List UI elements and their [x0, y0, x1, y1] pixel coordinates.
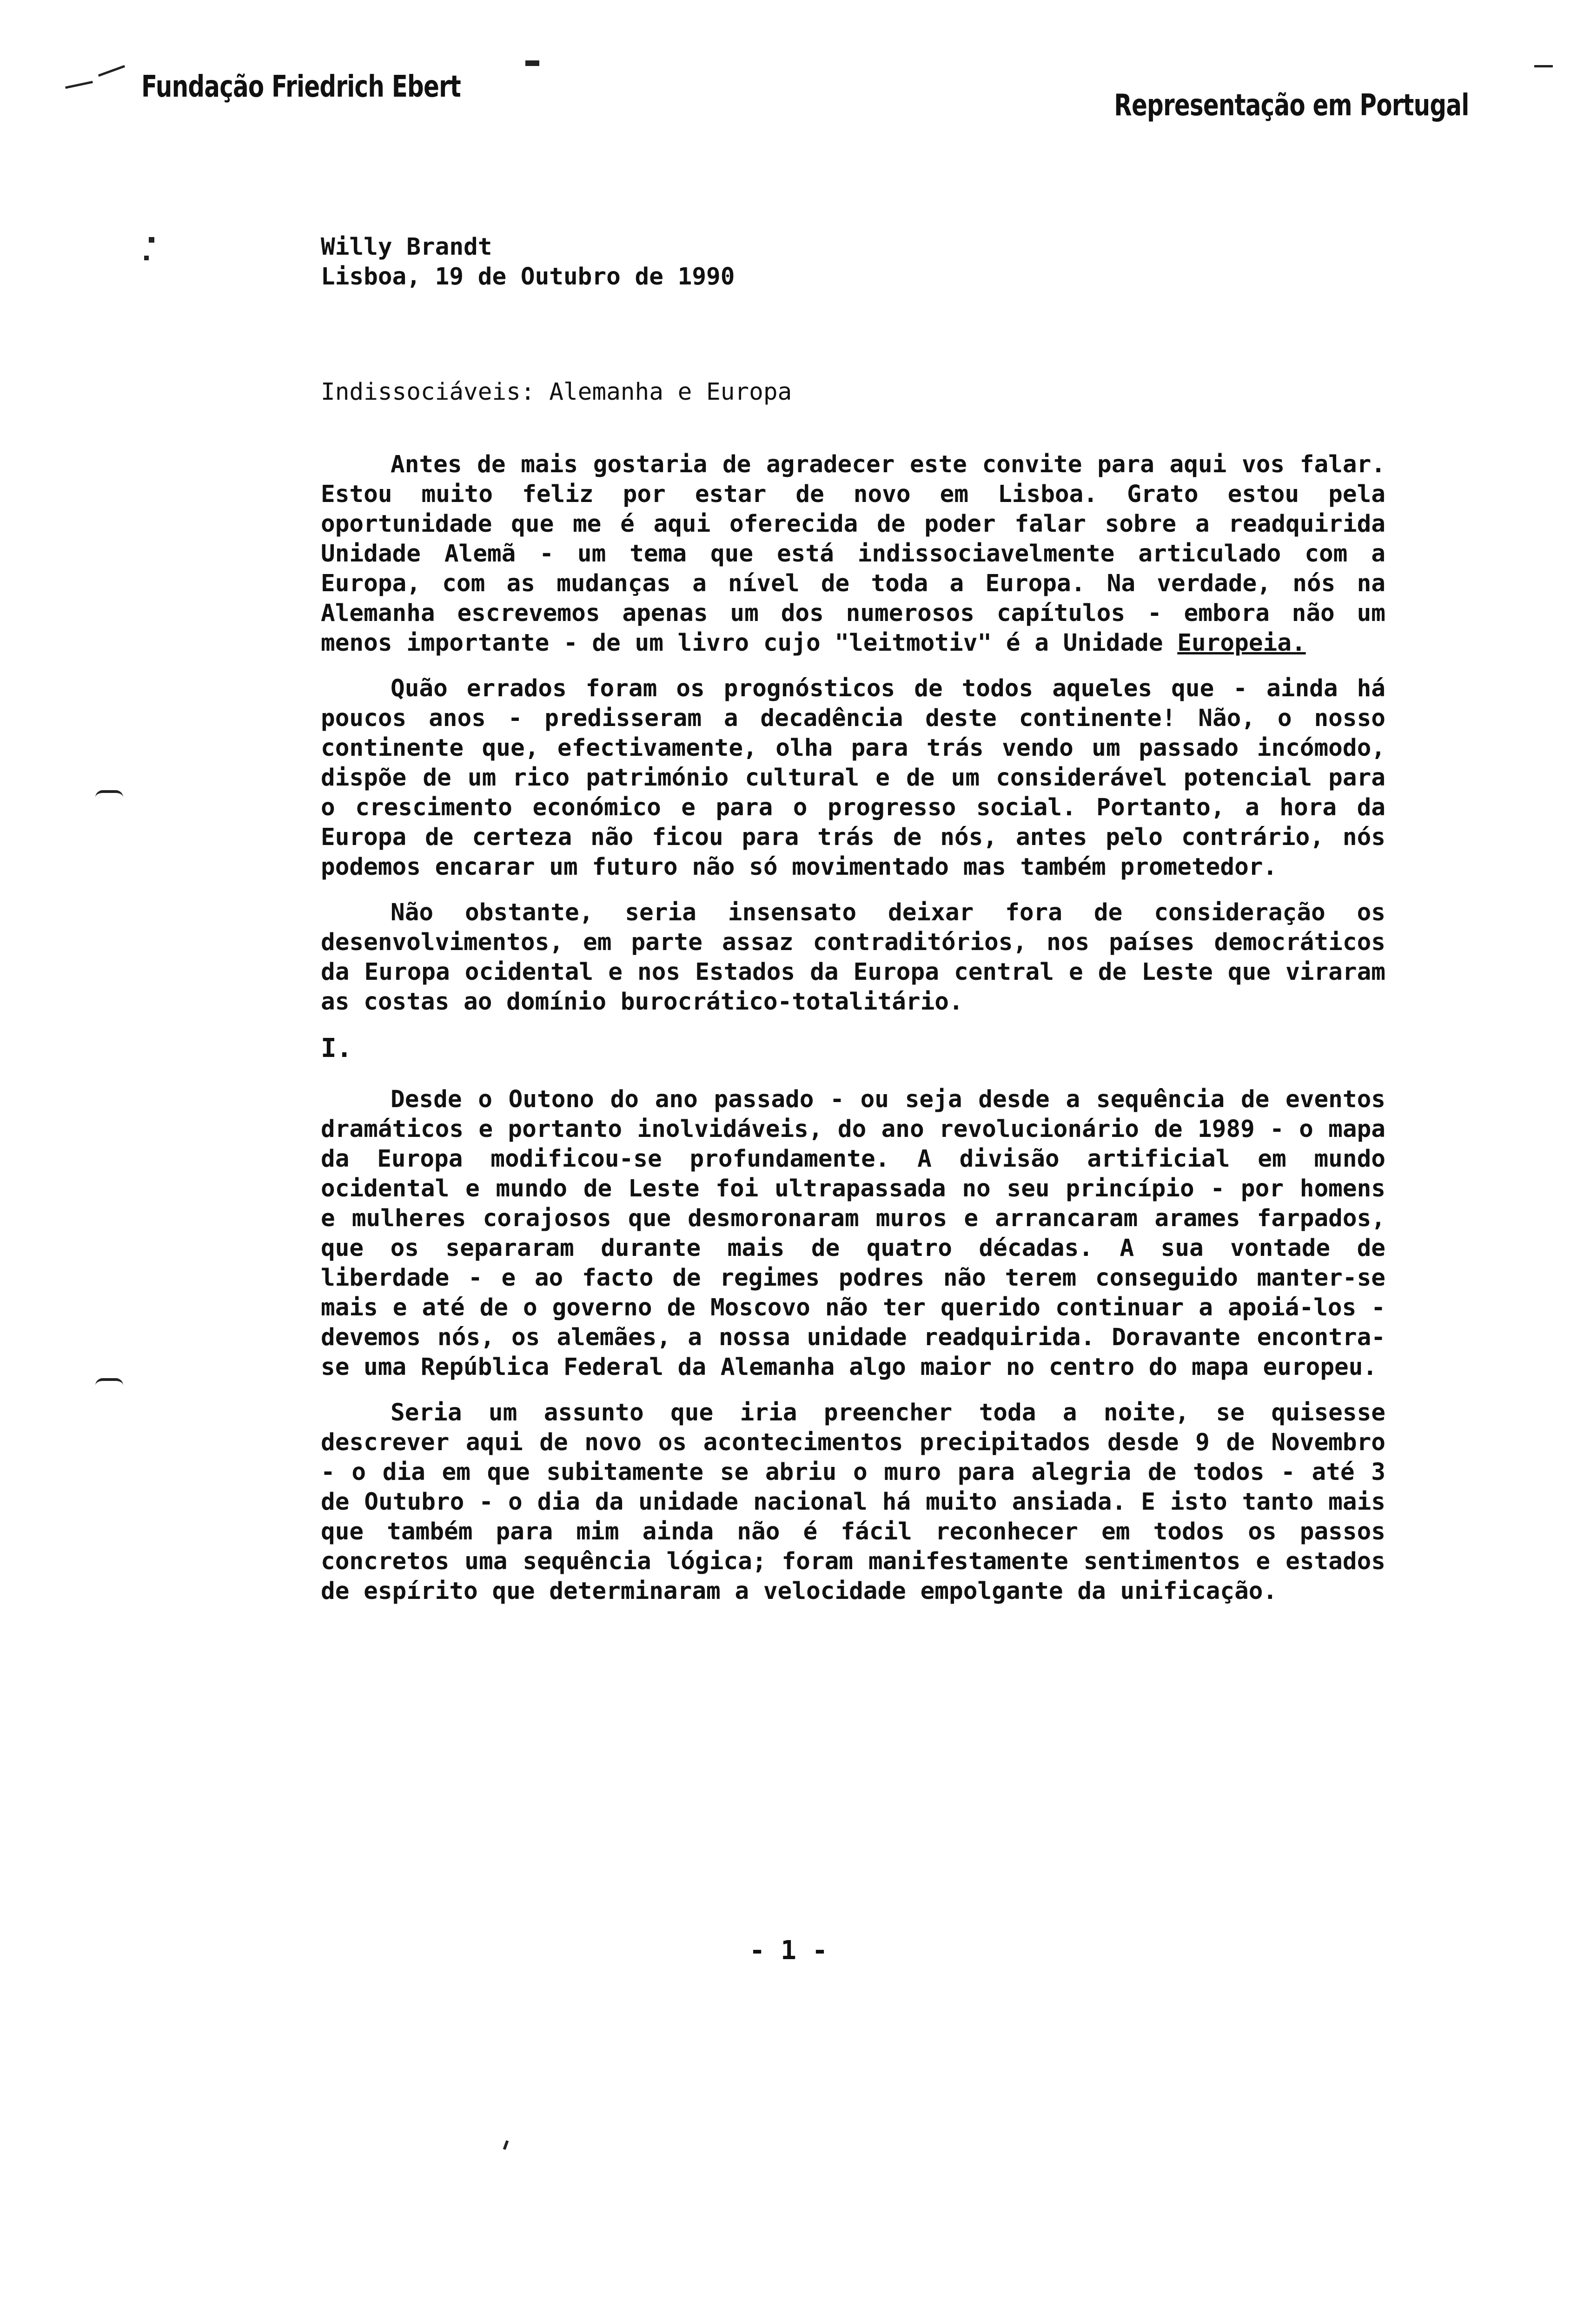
- scan-mark: [95, 1378, 123, 1386]
- scan-mark: [503, 2140, 509, 2150]
- place-date: Lisboa, 19 de Outubro de 1990: [321, 263, 735, 290]
- paragraph-text: Antes de mais gostaria de agradecer este convite para aqui vos falar. Estou muito feliz por estar de novo em Lisboa. Grato estou pela oportunidade que me é aqui oferecida de poder falar sobre a readquirida Unidade Alemã - um tema que está indissociavelmente articulado com a Europa, com as mudanças a nível de toda a Europa. Na verdade, nós na Alemanha escrevemos apenas um dos numerosos capítulos - embora não um menos importante - de um livro cujo "leitmotiv" é a Unidade: [321, 451, 1385, 657]
- header-organization: Fundação Friedrich Ebert: [141, 70, 461, 104]
- paragraph: Não obstante, seria insensato deixar fora de consideração os desenvolvimentos, em parte assaz contraditórios, nos países democráticos da Europa ocidental e nos Estados da Europa central e de Leste que viraram as costas ao domínio burocrático-totalitário.: [321, 899, 1385, 1016]
- paragraph: Desde o Outono do ano passado - ou seja desde a sequência de eventos dramáticos e portanto inolvidáveis, do ano revolucionário de 1989 - o mapa da Europa modificou-se profundamente. A divisão artificial em mundo ocidental e mundo de Leste foi ultrapassada no seu princípio - por homens e mulheres corajosos que desmoronaram muros e arrancaram arames farpados, que os separaram durante mais de quatro décadas. A sua vontade de liberdade - e ao facto de regimes podres não terem conseguido manter-se mais e até de o governo de Moscovo não ter querido continuar a apoiá-los - devemos nós, os alemães, a nossa unidade readquirida. Doravante encontra-se uma República Federal da Alemanha algo maior no centro do mapa europeu.: [321, 1086, 1385, 1381]
- document-title: Indissociáveis: Alemanha e Europa: [321, 378, 792, 406]
- scan-mark: [1534, 65, 1553, 67]
- header-office: Representação em Portugal: [1114, 88, 1469, 123]
- scan-mark: [95, 790, 123, 798]
- paragraph: Seria um assunto que iria preencher toda a noite, se quisesse descrever aqui de novo os acontecimentos precipitados desde 9 de Novembro - o dia em que subitamente se abriu o muro para alegria de todos - até 3 de Outubro - o dia da unidade nacional há muito ansiada. E isto tanto mais que também para mim ainda não é fácil reconhecer em todos os passos concretos uma sequência lógica; foram manifestamente sentimentos e estados de espírito que determinaram a velocidade empolgante da unificação.: [321, 1399, 1385, 1605]
- page-number: - 1 -: [749, 1935, 828, 1966]
- scan-mark: [65, 81, 93, 89]
- scan-mark: [98, 65, 125, 77]
- author-block: [321, 232, 1385, 292]
- scan-mark: [525, 60, 539, 66]
- paragraph: Quão errados foram os prognósticos de todos aqueles que - ainda há poucos anos - predisseram a decadência deste continente! Não, o nosso continente que, efectivamente, olha para trás vendo um passado incómodo, dispõe de um rico património cultural e de um considerável potencial para o crescimento económico e para o progresso social. Portanto, a hora da Europa de certeza não ficou para trás de nós, antes pelo contrário, nós podemos encarar um futuro não só movimentado mas também prometedor.: [321, 675, 1385, 881]
- document-body: [321, 450, 1385, 1622]
- underlined-text: Europeia.: [1177, 629, 1306, 657]
- scan-mark: [149, 237, 154, 243]
- section-heading: I.: [321, 1033, 352, 1063]
- paragraph: [321, 450, 1385, 658]
- author-name: Willy Brandt: [321, 233, 492, 261]
- scan-mark: [144, 256, 149, 260]
